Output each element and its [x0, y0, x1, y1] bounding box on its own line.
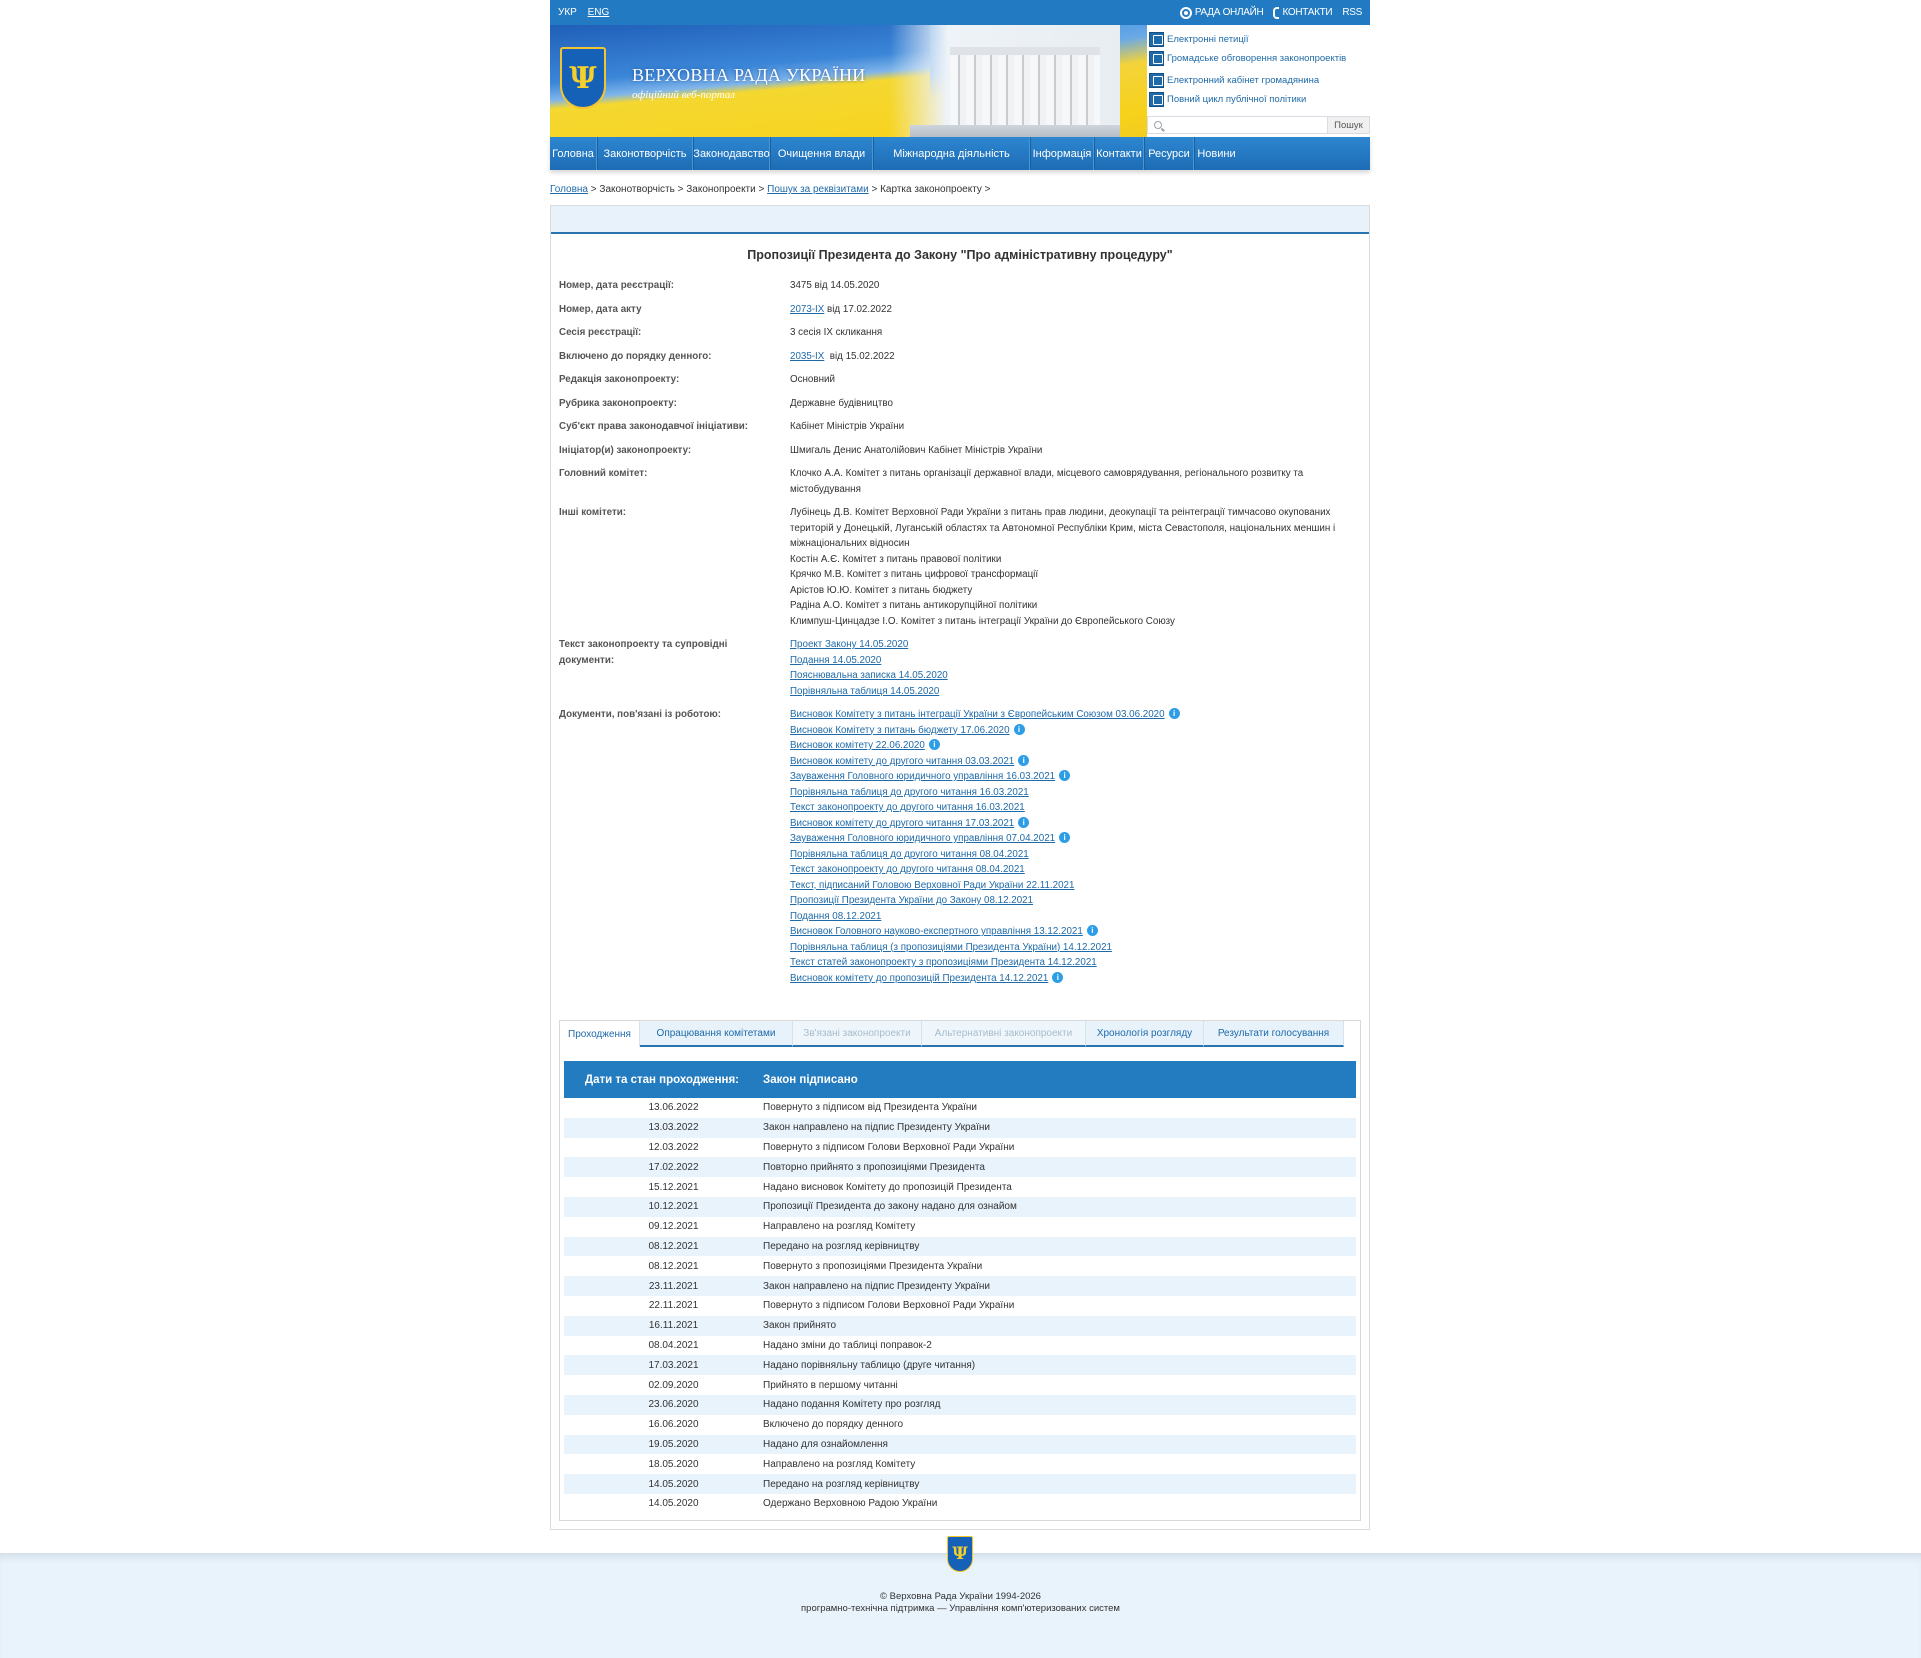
passage-date: 17.03.2021: [648, 1359, 699, 1371]
passage-date: 23.11.2021: [648, 1280, 699, 1292]
table-row: [564, 1098, 1356, 1118]
bill-info: [551, 274, 1369, 990]
search-input[interactable]: [1147, 116, 1328, 134]
language-switcher: [558, 7, 617, 18]
info-value: Кабінет Міністрів України: [790, 421, 905, 432]
tab-3: Альтернативні законопроекти: [922, 1021, 1086, 1047]
bill-title: Пропозиції Президента до Закону "Про адміністративну процедуру": [747, 248, 1173, 262]
info-icon[interactable]: i: [1052, 972, 1063, 983]
coat-of-arms-icon[interactable]: Ψ: [560, 47, 606, 109]
breadcrumb: Головна > Законотворчість > Законопроекти > Пошук за реквізитами > Картка законопроекту >: [550, 184, 991, 195]
site-search: [1147, 116, 1370, 134]
passage-date: 22.11.2021: [648, 1300, 699, 1312]
committee-item: Костін А.Є. Комітет з питань правової політики: [790, 553, 1002, 565]
committee-item: Арістов Ю.Ю. Комітет з питань бюджету: [790, 584, 973, 596]
header-banner: [550, 25, 1370, 137]
related-doc-link[interactable]: Порівняльна таблиця (з пропозиціями Президента України) 14.12.2021: [790, 941, 1112, 953]
table-row: [564, 1355, 1356, 1375]
edit-icon: [1149, 92, 1164, 107]
related-doc-item: [790, 754, 1361, 770]
passage-status: Повернуто з підписом Голови Верховної Ради України: [763, 1141, 1015, 1153]
info-row-edition: [559, 368, 1361, 392]
footer-coat-of-arms-icon: Ψ: [947, 1536, 973, 1572]
passage-status: Надано порівняльну таблицю (друге читання): [763, 1359, 976, 1371]
info-icon[interactable]: i: [1018, 755, 1029, 766]
passage-status: Направлено на розгляд Комітету: [763, 1221, 916, 1233]
site-title: ВЕРХОВНА РАДА УКРАЇНИ: [632, 65, 866, 85]
related-doc-item: [790, 924, 1361, 940]
quick-link-label: Громадське обговорення законопроектів: [1167, 53, 1347, 64]
passage-date: 16.06.2020: [648, 1419, 699, 1431]
rada-online-link[interactable]: [1180, 7, 1264, 19]
edit-icon: [1149, 73, 1164, 88]
table-row: [564, 1415, 1356, 1435]
table-row: [564, 1237, 1356, 1257]
info-row-subject: [559, 415, 1361, 439]
table-row: [564, 1256, 1356, 1276]
quick-link-label: Повний цикл публічної політики: [1167, 94, 1307, 105]
bill-text-item: [790, 653, 1361, 669]
info-label: Сесія реєстрації:: [559, 327, 642, 338]
passage-header-status: Закон підписано: [763, 1073, 858, 1086]
tab-4[interactable]: Хронологія розгляду: [1086, 1021, 1204, 1047]
passage-status: Передано на розгляд керівництву: [763, 1240, 920, 1252]
act-date: від 17.02.2022: [824, 303, 892, 315]
nav-item[interactable]: Міжнародна діяльність: [873, 137, 1030, 170]
footer-text: [0, 1591, 1921, 1615]
info-label: Текст законопроекту та супровідні документи:: [559, 639, 728, 666]
related-doc-link[interactable]: Текст законопроекту до другого читання 08.04.2021: [790, 864, 1025, 875]
passage-date: 08.04.2021: [648, 1339, 699, 1351]
passage-date: 13.03.2022: [648, 1122, 699, 1134]
passage-date: 08.12.2021: [648, 1240, 699, 1252]
info-icon[interactable]: i: [1014, 724, 1025, 735]
table-row: [564, 1316, 1356, 1336]
info-value: Шмигаль Денис Анатолійович Кабінет Міністрів України: [790, 444, 1043, 456]
info-row-main-committee: [559, 462, 1361, 501]
footer-copyright: © Верховна Рада України 1994-2026: [880, 1591, 1041, 1602]
related-doc-link[interactable]: Порівняльна таблиця до другого читання 16.03.2021: [790, 786, 1029, 798]
passage-date: 08.12.2021: [648, 1260, 699, 1272]
bill-text-item: [790, 684, 1361, 700]
other-committees-list: [790, 505, 1361, 629]
table-row: [564, 1157, 1356, 1177]
passage-date: 14.05.2020: [648, 1478, 699, 1490]
rss-label: RSS: [1342, 7, 1362, 18]
table-row: [564, 1375, 1356, 1395]
info-row-initiator: [559, 439, 1361, 463]
bill-tabs: [559, 1020, 1361, 1521]
passage-status: Пропозиції Президента до закону надано для ознайом: [763, 1201, 1017, 1213]
related-doc-item: [790, 971, 1361, 987]
passage-date: 02.09.2020: [648, 1379, 699, 1391]
search-button[interactable]: Пошук: [1328, 116, 1370, 134]
info-value: Основний: [790, 374, 835, 385]
related-doc-link[interactable]: Висновок Комітету з питань бюджету 17.06.2020: [790, 724, 1010, 736]
tab-0[interactable]: Проходження: [560, 1021, 640, 1047]
passage-status: Надано подання Комітету про розгляд: [763, 1399, 941, 1411]
passage-status: Закон направлено на підпис Президенту України: [763, 1280, 990, 1292]
nav-item[interactable]: Законодавство: [693, 137, 770, 170]
bill-text-link[interactable]: Пояснювальна записка 14.05.2020: [790, 670, 948, 681]
bill-text-item: [790, 668, 1361, 684]
top-links: [1180, 7, 1362, 19]
tab-5[interactable]: Результати голосування: [1204, 1021, 1344, 1047]
nav-item[interactable]: Інформація: [1030, 137, 1094, 170]
related-doc-item: [790, 738, 1361, 754]
tab-bar: [560, 1021, 1360, 1047]
card-caption-bar: [551, 206, 1369, 234]
related-doc-item: [790, 940, 1361, 956]
bill-text-link[interactable]: Подання 14.05.2020: [790, 654, 882, 666]
tab-passage-panel: [560, 1047, 1360, 1520]
rss-link[interactable]: [1342, 7, 1362, 18]
passage-status: Повернуто з підписом Голови Верховної Ради України: [763, 1300, 1015, 1312]
nav-item[interactable]: Новини: [1194, 137, 1238, 170]
contacts-link[interactable]: [1273, 7, 1332, 19]
info-icon[interactable]: i: [1059, 832, 1070, 843]
related-doc-item: [790, 847, 1361, 863]
table-row: [564, 1217, 1356, 1237]
passage-date: 14.05.2020: [648, 1498, 699, 1510]
info-value: 3475 від 14.05.2020: [790, 280, 880, 291]
bill-texts-list: [790, 637, 1361, 699]
table-row: [564, 1494, 1356, 1514]
info-icon[interactable]: i: [1018, 817, 1029, 828]
passage-date: 10.12.2021: [648, 1201, 699, 1213]
related-doc-link[interactable]: Зауваження Головного юридичного управління 16.03.2021: [790, 771, 1056, 782]
related-doc-item: [790, 785, 1361, 801]
passage-status: Повернуто з підписом від Президента України: [763, 1102, 977, 1114]
lang-ukr[interactable]: УКР: [558, 7, 577, 18]
passage-date: 17.02.2022: [648, 1161, 699, 1173]
site-brand[interactable]: [632, 65, 866, 101]
agenda-link[interactable]: 2035-IX: [790, 350, 825, 362]
nav-item[interactable]: Законотворчість: [597, 137, 693, 170]
tab-2: Зв'язані законопроекти: [793, 1021, 922, 1047]
info-value: Клочко А.А. Комітет з питань організації державної влади, місцевого самоврядування, регіонального розвитку та містобудування: [790, 468, 1304, 495]
info-label: Ініціатор(и) законопроекту:: [559, 444, 692, 456]
related-doc-item: [790, 831, 1361, 847]
passage-date: 15.12.2021: [648, 1181, 699, 1193]
passage-date: 18.05.2020: [648, 1458, 699, 1470]
agenda-date: від 15.02.2022: [824, 350, 895, 362]
info-label: Редакція законопроекту:: [559, 374, 680, 385]
passage-status: Надано висновок Комітету до пропозицій Президента: [763, 1181, 1012, 1193]
related-doc-link[interactable]: Висновок Головного науково-експертного управління 13.12.2021: [790, 926, 1083, 937]
bill-text-link[interactable]: Порівняльна таблиця 14.05.2020: [790, 685, 940, 697]
passage-status: Повернуто з пропозиціями Президента України: [763, 1260, 983, 1272]
passage-date: 12.03.2022: [648, 1141, 699, 1153]
passage-status: Надано для ознайомлення: [763, 1438, 888, 1450]
info-value: [790, 349, 1361, 365]
info-row-session: [559, 321, 1361, 345]
passage-date: 16.11.2021: [648, 1320, 699, 1332]
passage-date: 23.06.2020: [648, 1399, 699, 1411]
related-doc-link[interactable]: Висновок комітету 22.06.2020: [790, 740, 925, 751]
committee-item: Лубінець Д.В. Комітет Верховної Ради України з питань прав людини, деокупації та реінтеграції тимчасово окупованих територій у Донецькій, Луганській областях та Автономної Республіки Крим, міста Севастополя, національних меншин і міжнаціональних відносин: [790, 507, 1336, 549]
bill-card: [550, 205, 1370, 1530]
related-doc-item: [790, 862, 1361, 878]
info-label: Інші комітети:: [559, 507, 627, 518]
search-icon: [1154, 121, 1162, 129]
related-doc-link[interactable]: Текст законопроекту до другого читання 16.03.2021: [790, 802, 1025, 813]
passage-header: [564, 1061, 1356, 1098]
nav-item[interactable]: Головна: [550, 137, 597, 170]
related-doc-link[interactable]: Зауваження Головного юридичного управління 07.04.2021: [790, 833, 1056, 844]
committee-item: Климпуш-Цинцадзе І.О. Комітет з питань інтеграції України до Європейського Союзу: [790, 615, 1175, 627]
related-doc-link[interactable]: Подання 08.12.2021: [790, 910, 882, 922]
table-row: [564, 1336, 1356, 1356]
info-value: [790, 302, 1361, 318]
passage-status: Закон прийнято: [763, 1320, 837, 1332]
table-row: [564, 1276, 1356, 1296]
info-value: Державне будівництво: [790, 397, 893, 409]
info-label: Номер, дата акту: [559, 303, 642, 315]
breadcrumb-bill-card: Картка законопроекту: [880, 184, 982, 195]
info-label: Номер, дата реєстрації:: [559, 280, 674, 291]
act-number-link[interactable]: 2073-IX: [790, 303, 825, 315]
edit-icon: [1149, 51, 1164, 66]
related-doc-item: [790, 769, 1361, 785]
lang-eng[interactable]: ENG: [587, 7, 610, 18]
rada-online-label: РАДА ОНЛАЙН: [1194, 7, 1264, 18]
bill-text-item: [790, 637, 1361, 653]
info-row-registration: [559, 274, 1361, 298]
site-subtitle: офіційний веб-портал: [632, 89, 736, 101]
parliament-building-image: [890, 25, 1120, 137]
info-row-rubric: [559, 392, 1361, 416]
nav-item[interactable]: Очищення влади: [770, 137, 873, 170]
related-doc-item: [790, 816, 1361, 832]
top-bar: [550, 0, 1370, 25]
info-row-act: [559, 298, 1361, 322]
related-doc-link[interactable]: Висновок комітету до другого читання 03.03.2021: [790, 755, 1015, 767]
table-row: [564, 1138, 1356, 1158]
info-row-other-committees: [559, 501, 1361, 633]
related-doc-link[interactable]: Висновок Комітету з питань інтеграції України з Європейським Союзом 03.06.2020: [790, 709, 1165, 720]
related-doc-item: [790, 955, 1361, 971]
contacts-label: КОНТАКТИ: [1282, 7, 1333, 18]
nav-item[interactable]: Ресурси: [1144, 137, 1194, 170]
passage-date: 09.12.2021: [648, 1221, 699, 1233]
passage-table: [564, 1098, 1356, 1514]
quick-link-public-discussion[interactable]: [1149, 49, 1370, 68]
info-row-agenda: [559, 345, 1361, 369]
info-label: Документи, пов'язані із роботою:: [559, 709, 722, 720]
quick-link-label: Електронний кабінет громадянина: [1167, 75, 1320, 86]
passage-date: 13.06.2022: [648, 1102, 699, 1114]
table-row: [564, 1435, 1356, 1455]
related-doc-link[interactable]: Пропозиції Президента України до Закону 08.12.2021: [790, 895, 1034, 906]
main-nav: [550, 137, 1370, 170]
quick-link-public-policy[interactable]: [1149, 90, 1370, 109]
passage-status: Повторно прийнято з пропозиціями Президента: [763, 1161, 985, 1173]
table-row: [564, 1474, 1356, 1494]
passage-header-label: Дати та стан проходження:: [584, 1073, 739, 1086]
info-value: 3 сесія IX скликання: [790, 327, 883, 338]
related-doc-item: [790, 707, 1361, 723]
related-doc-link[interactable]: Порівняльна таблиця до другого читання 08.04.2021: [790, 848, 1029, 860]
info-icon[interactable]: i: [1087, 925, 1098, 936]
breadcrumb-lawmaking: Законотворчість: [599, 184, 675, 195]
passage-status: Передано на розгляд керівництву: [763, 1478, 920, 1490]
committee-item: Радіна А.О. Комітет з питань антикорупційної політики: [790, 600, 1038, 611]
bill-text-link[interactable]: Проект Закону 14.05.2020: [790, 639, 909, 650]
quick-link-label: Електронні петиції: [1167, 34, 1249, 45]
breadcrumb-search[interactable]: Пошук за реквізитами: [767, 184, 869, 195]
quick-link-petitions[interactable]: [1149, 30, 1370, 49]
passage-date: 19.05.2020: [648, 1438, 699, 1450]
passage-status: Направлено на розгляд Комітету: [763, 1458, 916, 1470]
related-doc-item: [790, 878, 1361, 894]
table-row: [564, 1296, 1356, 1316]
related-doc-item: [790, 893, 1361, 909]
related-doc-link[interactable]: Висновок комітету до пропозицій Президента 14.12.2021: [790, 972, 1049, 984]
info-icon[interactable]: i: [1059, 770, 1070, 781]
footer-support: програмно-технічна підтримка — Управління комп'ютеризованих систем: [801, 1603, 1120, 1614]
passage-status: Закон направлено на підпис Президенту України: [763, 1122, 990, 1134]
page: [550, 0, 1370, 1530]
related-doc-link[interactable]: Текст статей законопроекту з пропозиціями Президента 14.12.2021: [790, 957, 1097, 968]
info-label: Рубрика законопроекту:: [559, 397, 677, 409]
passage-status: Надано зміни до таблиці поправок-2: [763, 1339, 932, 1351]
related-doc-link[interactable]: Висновок комітету до другого читання 17.03.2021: [790, 817, 1015, 829]
committee-item: Крячко М.В. Комітет з питань цифрової трансформації: [790, 569, 1039, 580]
info-icon[interactable]: i: [929, 739, 940, 750]
passage-status: Прийнято в першому читанні: [763, 1379, 898, 1391]
related-docs-list: [790, 707, 1361, 986]
table-row: [564, 1118, 1356, 1138]
breadcrumb-bills: Законопроекти: [686, 184, 756, 195]
related-doc-item: [790, 909, 1361, 925]
table-row: [564, 1454, 1356, 1474]
nav-item[interactable]: Контакти: [1094, 137, 1144, 170]
quick-links-panel: [1147, 25, 1370, 137]
table-row: [564, 1197, 1356, 1217]
breadcrumb-home[interactable]: Головна: [550, 184, 588, 195]
info-label: Суб'єкт права законодавчої ініціативи:: [559, 421, 749, 432]
info-label: Головний комітет:: [559, 468, 648, 479]
info-icon[interactable]: i: [1169, 708, 1180, 719]
info-row-related-docs: [559, 703, 1361, 990]
passage-status: Одержано Верховною Радою України: [763, 1498, 938, 1510]
quick-link-citizen-cabinet[interactable]: [1149, 71, 1370, 90]
passage-status: Включено до порядку денного: [763, 1419, 904, 1431]
radio-icon: [1180, 7, 1192, 19]
info-label: Включено до порядку денного:: [559, 350, 712, 362]
related-doc-link[interactable]: Текст, підписаний Головою Верховної Ради України 22.11.2021: [790, 879, 1075, 891]
related-doc-item: [790, 800, 1361, 816]
edit-icon: [1149, 32, 1164, 47]
phone-icon: [1273, 7, 1279, 19]
tab-1[interactable]: Опрацювання комітетами: [640, 1021, 793, 1047]
table-row: [564, 1177, 1356, 1197]
info-row-texts: [559, 633, 1361, 703]
related-doc-item: [790, 723, 1361, 739]
table-row: [564, 1395, 1356, 1415]
